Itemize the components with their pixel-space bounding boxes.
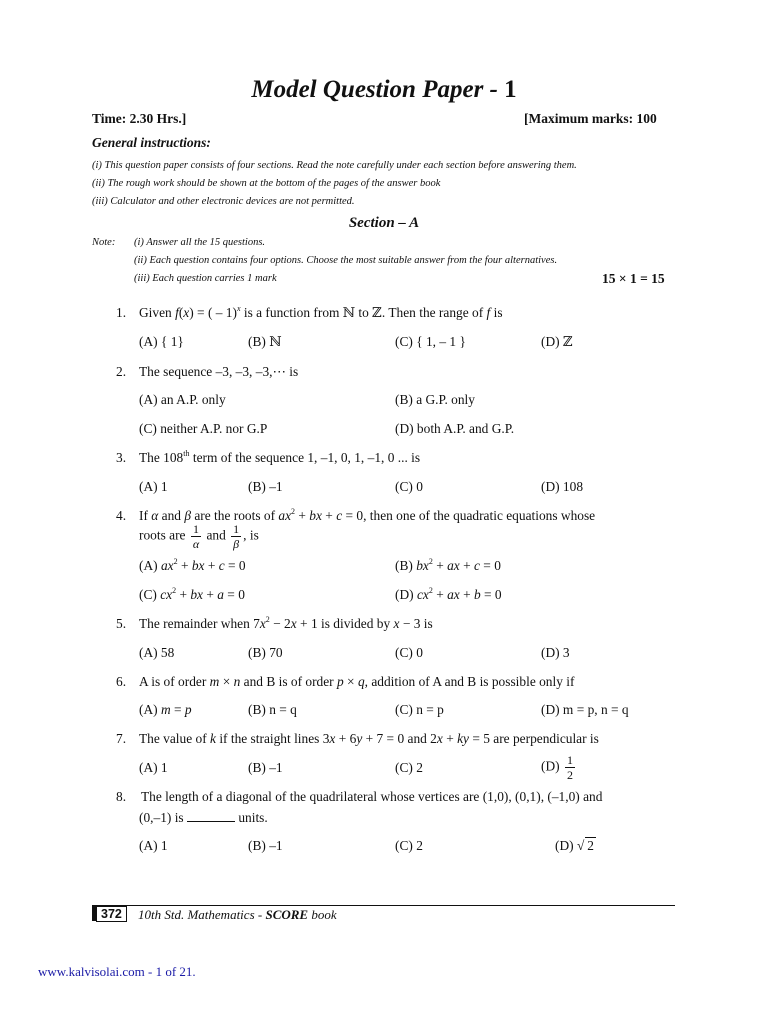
option-b: (B) –1 xyxy=(248,838,283,853)
question-text: Given f(x) = ( – 1)$^x$ is a function from ℕ to ℤ. Then the range of f is xyxy=(139,304,503,320)
option-a: (A) 1 xyxy=(139,479,168,494)
question-number: 7. xyxy=(116,731,127,746)
question-text: The 108th term of the sequence 1, –1, 0, 1, –1, 0 ... is xyxy=(139,449,421,465)
option-b: (B) a G.P. only xyxy=(395,392,475,407)
option-d: (D) 3 xyxy=(541,645,570,660)
option-a: (A) m = p xyxy=(139,702,192,717)
note-item: (i) Answer all the 15 questions. xyxy=(134,237,266,248)
option-d: (D) 108 xyxy=(541,479,584,494)
page-title: Model Question Paper - 1 xyxy=(251,76,517,103)
option-c: (C) { 1, – 1 } xyxy=(395,334,466,349)
question-text: The sequence –3, –3, –3,⋯ is xyxy=(139,364,299,379)
section-marks: 15 × 1 = 15 xyxy=(602,271,665,286)
option-a: (A) an A.P. only xyxy=(139,392,226,407)
option-d: (D) both A.P. and G.P. xyxy=(395,421,515,436)
option-a: (A) { 1} xyxy=(139,334,184,349)
question-text-cont: roots are $\frac{1}{\alpha}$ and $\frac{1}{\beta}$ , is xyxy=(139,522,259,551)
option-c: (C) 2 xyxy=(395,760,423,775)
option-b: (B) –1 xyxy=(248,479,283,494)
note-label: Note: xyxy=(92,237,116,248)
question-number: 8. xyxy=(116,789,127,804)
question-number: 3. xyxy=(116,450,127,465)
question-number: 4. xyxy=(116,508,127,523)
option-d: (D) m = p, n = q xyxy=(541,702,629,717)
page-number: 372 xyxy=(96,906,127,922)
option-a: (A) 58 xyxy=(139,645,175,660)
option-c: (C) 0 xyxy=(395,479,423,494)
note-item: (ii) Each question contains four options. Choose the most suitable answer from the four alternatives. xyxy=(134,255,558,266)
option-b: (B) n = q xyxy=(248,702,297,717)
option-a: (A) 1 xyxy=(139,838,168,853)
option-d: (D) $cx^2$ + ax + b = 0 xyxy=(395,586,502,602)
option-a: (A) 1 xyxy=(139,760,168,775)
instructions-heading: General instructions: xyxy=(92,135,211,150)
section-title: Section – A xyxy=(348,215,420,231)
option-d: (D) √ 2 xyxy=(555,838,594,853)
option-c: (C) 0 xyxy=(395,645,423,660)
max-marks-label: [Maximum marks: 100 xyxy=(524,111,657,126)
option-c: (C) neither A.P. nor G.P xyxy=(139,421,268,436)
option-c: (C) n = p xyxy=(395,702,444,717)
footer-rule xyxy=(92,905,675,906)
question-text: The value of k if the straight lines 3x + 6y + 7 = 0 and 2x + ky = 5 are perpendicular is xyxy=(139,731,599,746)
question-text: The length of a diagonal of the quadrilateral whose vertices are (1,0), (0,1), (–1,0) and xyxy=(141,789,603,804)
option-d: (D) $\frac{1}{2}$ xyxy=(541,753,573,782)
option-c: (C) 2 xyxy=(395,838,423,853)
question-text: The remainder when $7x^2 - 2x + 1$ is divided by x − 3 is xyxy=(139,615,433,631)
question-text: If α and β are the roots of $ax^2$ + bx + c = 0, then one of the quadratic equations whose xyxy=(139,507,596,523)
option-b: (B) ℕ xyxy=(248,334,282,349)
option-a: (A) $ax^2$ + bx + c = 0 xyxy=(139,557,246,573)
time-label: Time: 2.30 Hrs.] xyxy=(92,111,187,126)
note-item: (iii) Each question carries 1 mark xyxy=(134,273,277,284)
question-number: 5. xyxy=(116,616,127,631)
question-text-cont: (0,–1) is units. xyxy=(139,810,268,825)
option-c: (C) $cx^2$ + bx + a = 0 xyxy=(139,586,245,602)
instruction-item: (iii) Calculator and other electronic devices are not permitted. xyxy=(92,196,355,207)
source-link[interactable]: www.kalvisolai.com - 1 of 21. xyxy=(38,964,196,979)
question-text: A is of order m × n and B is of order p × q, addition of A and B is possible only if xyxy=(139,674,575,689)
question-number: 1. xyxy=(116,305,127,320)
option-d: (D) ℤ xyxy=(541,334,573,349)
question-number: 6. xyxy=(116,674,127,689)
instruction-item: (ii) The rough work should be shown at the bottom of the pages of the answer book xyxy=(92,178,441,189)
option-b: (B) $bx^2$ + ax + c = 0 xyxy=(395,557,501,573)
option-b: (B) 70 xyxy=(248,645,283,660)
option-b: (B) –1 xyxy=(248,760,283,775)
footer-book-title: 10th Std. Mathematics - SCORE book xyxy=(138,907,337,922)
question-number: 2. xyxy=(116,364,127,379)
instruction-item: (i) This question paper consists of four sections. Read the note carefully under each section before answering them. xyxy=(92,160,577,171)
